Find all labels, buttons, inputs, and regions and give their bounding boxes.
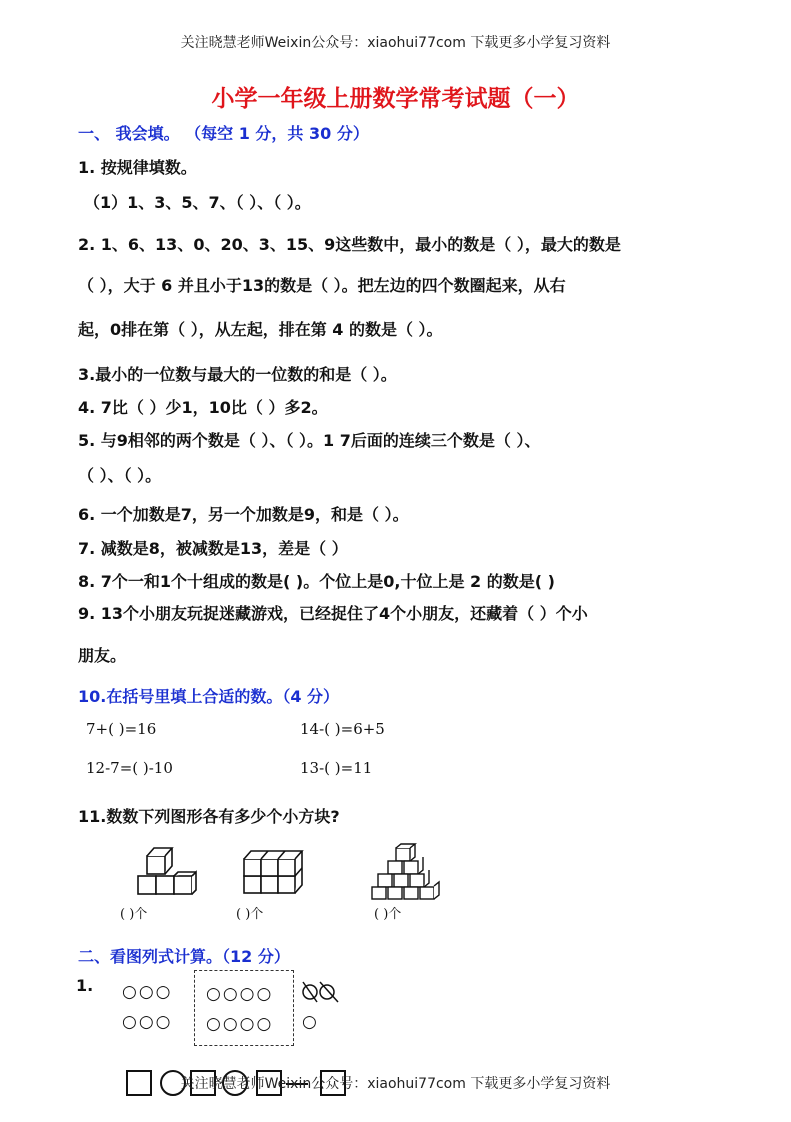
circle-group-left-bottom: ○○○ [122, 1012, 173, 1032]
dashed-circle-box [194, 970, 294, 1046]
question-9-line-1: 9. 13个小朋友玩捉迷藏游戏，已经捉住了4个小朋友，还藏着（ ）个小 [78, 604, 588, 623]
equation-1: 7+( )=16 [86, 720, 157, 738]
question-3: 3.最小的一位数与最大的一位数的和是（ ）。 [78, 365, 397, 384]
question-11-title: 11.数数下列图形各有多少个小方块? [78, 807, 340, 826]
question-9-line-2: 朋友。 [78, 646, 127, 665]
equation-3: 12-7=( )-10 [86, 759, 173, 777]
question-1-title: 1. 按规律填数。 [78, 158, 197, 177]
cube-figure-3 [368, 842, 444, 900]
question-2-line-2: （ ），大于 6 并且小于13的数是（ ）。把左边的四个数圈起来，从右 [78, 276, 566, 295]
page-header: 关注晓慧老师Weixin公众号：xiaohui77com 下载更多小学复习资料 [180, 35, 611, 51]
page-title: 小学一年级上册数学常考试题（一） [211, 86, 580, 112]
crossed-out-circles-icon [300, 980, 346, 1004]
section-1-heading: 一、 我会填。 （每空 1 分，共 30 分） [78, 124, 369, 143]
circle-group-box-bottom: ○○○○ [206, 1014, 274, 1034]
cube-figure-1 [134, 842, 198, 900]
question-5-line-1: 5. 与9相邻的两个数是（ ）、（ ）。1 7后面的连续三个数是（ ）、 [78, 431, 541, 450]
question-6: 6. 一个加数是7，另一个加数是9，和是（ ）。 [78, 505, 409, 524]
question-2-line-3: 起，0排在第（ ），从左起，排在第 4 的数是（ ）。 [78, 320, 443, 339]
cube-count-2: ( )个 [236, 907, 264, 922]
question-1-line: （1）1、3、5、7、（ ）、（ ）。 [84, 193, 311, 212]
section-2-heading: 二、看图列式计算。（12 分） [78, 947, 290, 966]
circle-group-box-top: ○○○○ [206, 984, 274, 1004]
page-footer: 关注晓慧老师Weixin公众号：xiaohui77com 下载更多小学复习资料 [180, 1076, 611, 1092]
equation-4: 13-( )=11 [300, 759, 373, 777]
cube-figure-2 [240, 846, 304, 900]
section-2-question-1-label: 1. [76, 976, 94, 995]
cube-count-1: ( )个 [120, 907, 148, 922]
question-4: 4. 7比（ ）少1，10比（ ）多2。 [78, 398, 328, 417]
cube-count-3: ( )个 [374, 907, 402, 922]
question-8: 8. 7个一和1个十组成的数是( )。个位上是0,十位上是 2 的数是( ) [78, 572, 555, 591]
circle-group-right-bottom: ○ [302, 1012, 319, 1032]
equation-2: 14-( )=6+5 [300, 720, 385, 738]
question-5-line-2: （ ）、（ ）。 [78, 466, 162, 485]
circle-group-left-top: ○○○ [122, 982, 173, 1002]
question-2-line-1: 2. 1、6、13、0、20、3、15、9这些数中，最小的数是（ ），最大的数是 [78, 235, 621, 254]
question-10-title: 10.在括号里填上合适的数。（4 分） [78, 687, 340, 706]
question-7: 7. 减数是8，被减数是13，差是（ ） [78, 539, 348, 558]
